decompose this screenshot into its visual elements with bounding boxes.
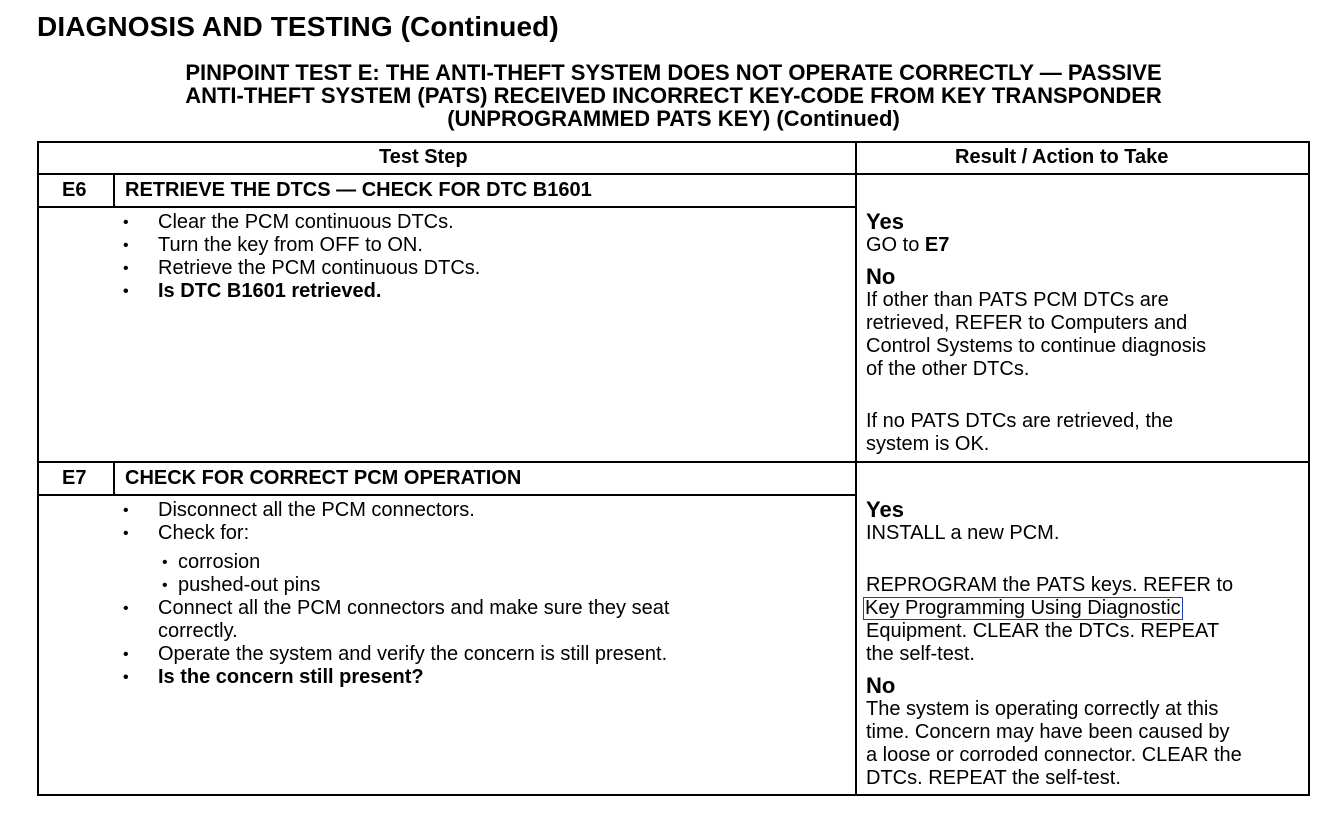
yes-action — [866, 234, 1206, 257]
table-border-left — [37, 141, 39, 796]
no-action-line: The system is operating correctly at this — [866, 698, 1219, 720]
goto-step-link[interactable]: E7 — [924, 234, 950, 256]
e7-result — [866, 498, 1242, 790]
column-header-result: Result / Action to Take — [955, 146, 1169, 168]
section-heading: DIAGNOSIS AND TESTING (Continued) — [37, 11, 559, 42]
step-title-e6: RETRIEVE THE DTCS — CHECK FOR DTC B1601 — [125, 179, 592, 201]
no-action-line: If no PATS DTCs are retrieved, the — [866, 410, 1174, 432]
row-divider — [37, 461, 1310, 463]
list-item: • Clear the PCM continuous DTCs. — [123, 211, 480, 234]
subtitle-line: ANTI-THEFT SYSTEM (PATS) RECEIVED INCORRECT KEY-CODE FROM KEY TRANSPONDER — [185, 83, 1162, 108]
step-title-e7: CHECK FOR CORRECT PCM OPERATION — [125, 467, 522, 489]
list-item: • Disconnect all the PCM connectors. — [123, 499, 669, 522]
check-for-sublist — [123, 551, 669, 597]
sub-list-item: • pushed-out pins — [123, 574, 669, 597]
list-item-question: • Is the concern still present? — [123, 666, 669, 689]
no-action-line: DTCs. REPEAT the self-test. — [866, 767, 1121, 789]
yes-action: INSTALL a new PCM. — [866, 522, 1060, 544]
no-action-line: of the other DTCs. — [866, 358, 1030, 380]
e6-result — [866, 210, 1206, 456]
pinpoint-test-title — [37, 61, 1310, 130]
list-item: • Check for: — [123, 522, 669, 545]
list-item: • Turn the key from OFF to ON. — [123, 234, 480, 257]
sub-list-item: • corrosion — [123, 551, 669, 574]
e6-step-list — [123, 211, 480, 303]
no-action-line: time. Concern may have been caused by — [866, 721, 1230, 743]
no-label: No — [866, 264, 896, 289]
column-divider — [855, 141, 857, 796]
table-border-top — [37, 141, 1310, 143]
yes-label: Yes — [866, 497, 904, 522]
no-action-line: a loose or corroded connector. CLEAR the — [866, 744, 1242, 766]
key-programming-link[interactable]: Key Programming Using Diagnostic — [865, 597, 1181, 619]
step-id-e6: E6 — [62, 179, 87, 201]
e6-id-divider — [113, 173, 115, 208]
no-action-line: system is OK. — [866, 433, 990, 455]
column-header-test-step: Test Step — [379, 146, 468, 168]
step-id-e7: E7 — [62, 467, 87, 489]
yes-action-text: GO to — [866, 234, 920, 256]
no-action-line: retrieved, REFER to Computers and — [866, 312, 1188, 334]
e7-title-divider — [37, 494, 857, 496]
reprogram-line: REPROGRAM the PATS keys. REFER to — [866, 574, 1234, 596]
e7-step-list — [123, 499, 669, 689]
table-border-right — [1308, 141, 1310, 796]
list-item-continuation: correctly. — [158, 620, 238, 642]
reprogram-line: Equipment. CLEAR the DTCs. REPEAT — [866, 620, 1220, 642]
list-item: • Operate the system and verify the concern is still present. — [123, 643, 669, 666]
e6-title-divider — [37, 206, 857, 208]
no-action-line: If other than PATS PCM DTCs are — [866, 289, 1169, 311]
list-item: • Connect all the PCM connectors and make sure they seat — [123, 597, 669, 620]
subtitle-line: PINPOINT TEST E: THE ANTI-THEFT SYSTEM DOES NOT OPERATE CORRECTLY — PASSIVE — [185, 60, 1162, 85]
reprogram-link-line — [863, 597, 1242, 620]
list-item-question: • Is DTC B1601 retrieved. — [123, 280, 480, 303]
list-item: • Retrieve the PCM continuous DTCs. — [123, 257, 480, 280]
yes-label: Yes — [866, 209, 904, 234]
header-divider — [37, 173, 1310, 175]
table-border-bottom — [37, 794, 1310, 796]
reprogram-line: the self-test. — [866, 643, 975, 665]
no-action-line: Control Systems to continue diagnosis — [866, 335, 1207, 357]
e7-id-divider — [113, 461, 115, 496]
subtitle-line: (UNPROGRAMMED PATS KEY) (Continued) — [447, 106, 900, 131]
no-label: No — [866, 673, 896, 698]
